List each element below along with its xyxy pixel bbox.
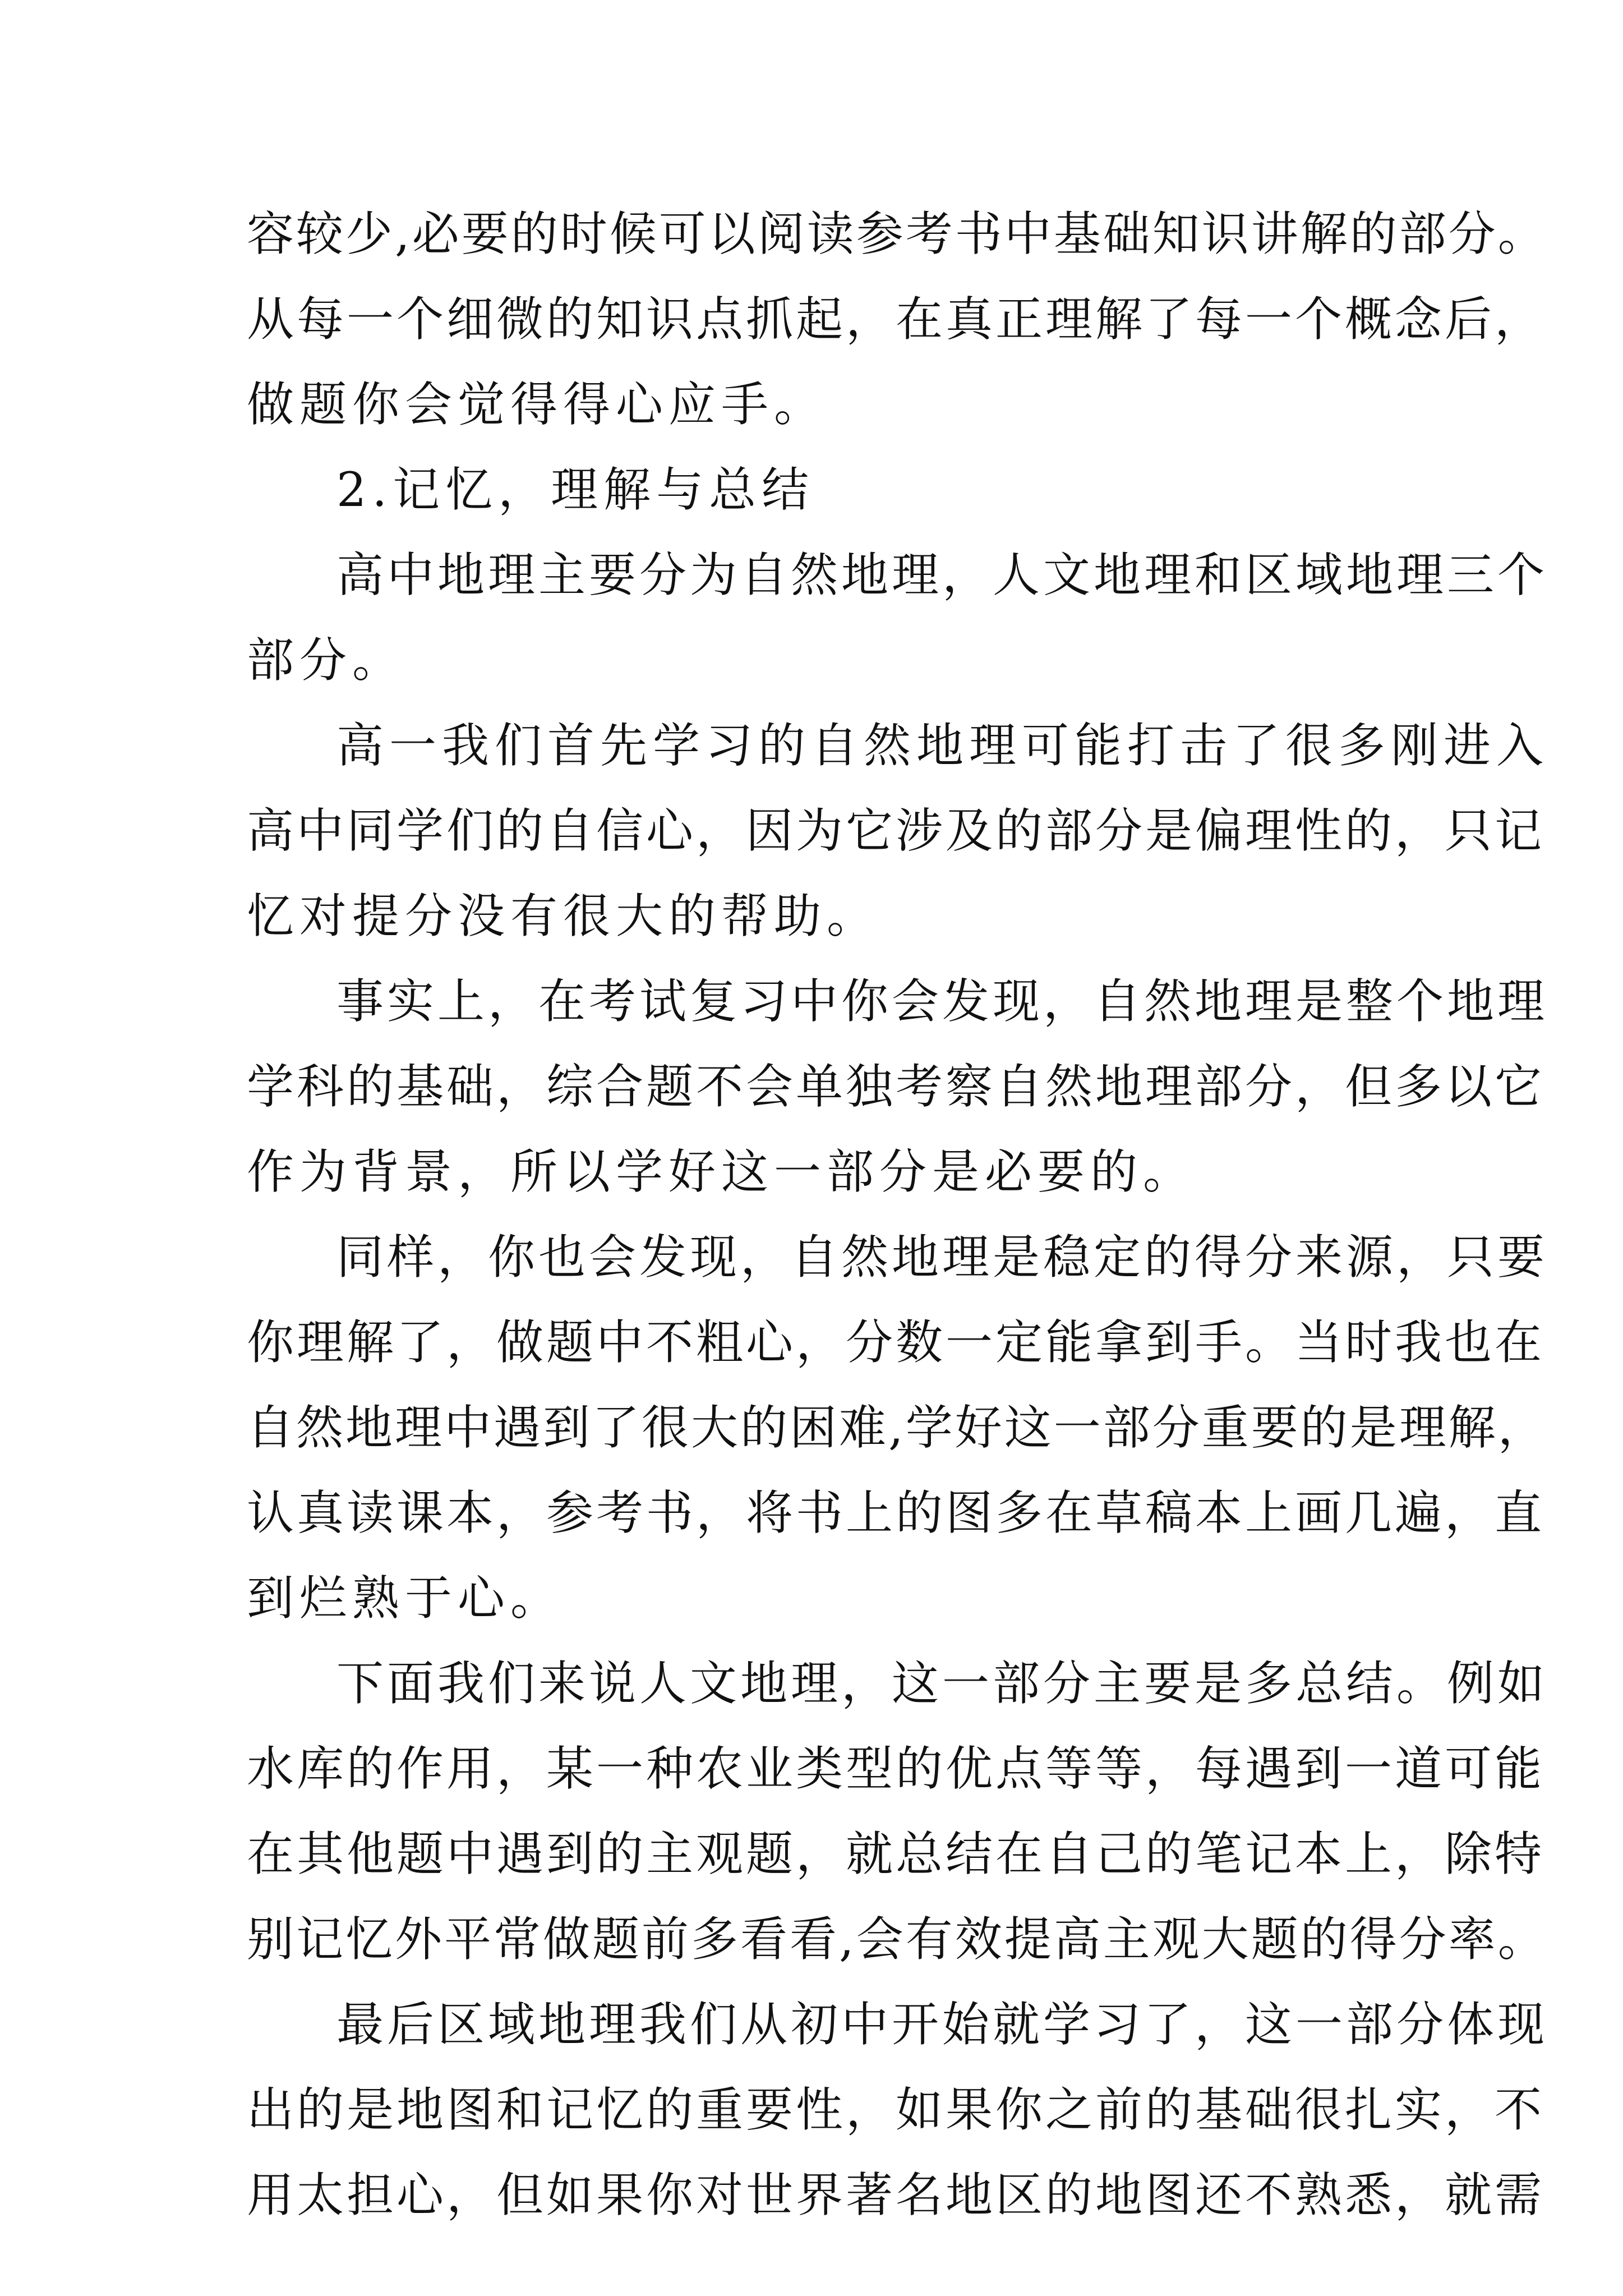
text-line: 最后区域地理我们从初中开始就学习了，这一部分体现 — [336, 1997, 1548, 2052]
text-line: 自然地理中遇到了很大的困难,学好这一部分重要的是理解， — [247, 1400, 1547, 1455]
text-line: 认真读课本，参考书，将书上的图多在草稿本上画几遍，直 — [247, 1485, 1545, 1540]
text-line: 事实上，在考试复习中你会发现，自然地理是整个地理 — [336, 974, 1548, 1029]
text-line: 水库的作用，某一种农业类型的优点等等，每遇到一道可能 — [247, 1741, 1545, 1796]
text-line: 出的是地图和记忆的重要性，如果你之前的基础很扎实，不 — [247, 2082, 1545, 2137]
text-line: 高一我们首先学习的自然地理可能打击了很多刚进入 — [336, 718, 1550, 773]
section-heading: 2.记忆，理解与总结 — [336, 462, 815, 517]
text-line: 做题你会觉得得心应手。 — [247, 377, 827, 432]
text-line: 部分。 — [247, 633, 405, 688]
text-line: 用太担心，但如果你对世界著名地区的地图还不熟悉，就需 — [247, 2168, 1545, 2223]
text-line: 作为背景，所以学好这一部分是必要的。 — [247, 1144, 1196, 1199]
text-line: 高中同学们的自信心，因为它涉及的部分是偏理性的，只记 — [247, 803, 1545, 858]
text-line: 别记忆外平常做题前多看看,会有效提高主观大题的得分率。 — [247, 1912, 1547, 1967]
text-line: 学科的基础，综合题不会单独考察自然地理部分，但多以它 — [247, 1059, 1545, 1114]
text-line: 到烂熟于心。 — [247, 1571, 564, 1626]
text-line: 高中地理主要分为自然地理，人文地理和区域地理三个 — [336, 547, 1548, 602]
text-line: 忆对提分没有很大的帮助。 — [247, 889, 880, 944]
text-line: 在其他题中遇到的主观题，就总结在自己的笔记本上，除特 — [247, 1826, 1545, 1881]
text-line: 你理解了，做题中不粗心，分数一定能拿到手。当时我也在 — [247, 1315, 1545, 1370]
text-line: 容较少,必要的时候可以阅读参考书中基础知识讲解的部分。 — [247, 206, 1547, 261]
text-line: 下面我们来说人文地理，这一部分主要是多总结。例如 — [336, 1656, 1548, 1711]
text-line: 从每一个细微的知识点抓起，在真正理解了每一个概念后， — [247, 292, 1545, 347]
text-line: 同样，你也会发现，自然地理是稳定的得分来源，只要 — [336, 1230, 1548, 1285]
